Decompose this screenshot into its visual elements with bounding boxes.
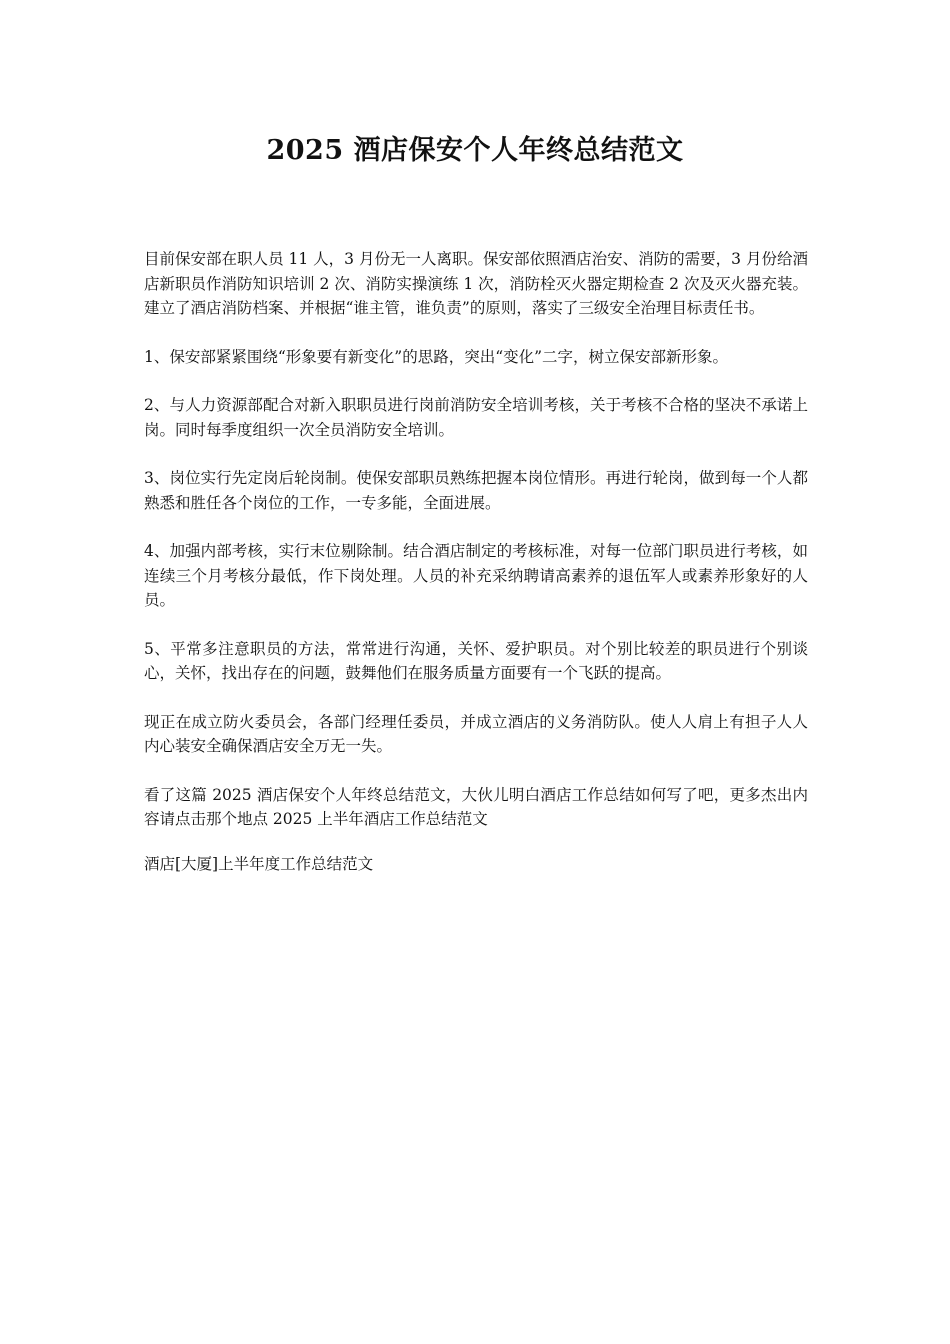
point-4-paragraph: 4、加强内部考核，实行末位剔除制。结合酒店制定的考核标准，对每一位部门职员进行考核，如连续三个月考核分最低，作下岗处理。人员的补充采纳聘请高素养的退伍军人或素养形象好的人员。 [144,542,808,609]
fire-committee-paragraph: 现正在成立防火委员会，各部门经理任委员，并成立酒店的义务消防队。使人人肩上有担子人人内心装安全确保酒店安全万无一失。 [144,712,808,755]
closing-paragraph: 看了这篇 2025 酒店保安个人年终总结范文，大伙儿明白酒店工作总结如何写了吧，更多杰出内容请点击那个地点 2025 上半年酒店工作总结范文 [144,785,808,828]
document-title: 2025 酒店保安个人年终总结范文 [266,135,684,166]
point-1-paragraph: 1、保安部紧紧围绕“形象要有新变化”的思路，突出“变化”二字，树立保安部新形象。 [144,347,729,366]
point-3-paragraph: 3、岗位实行先定岗后轮岗制。使保安部职员熟练把握本岗位情形。再进行轮岗，做到每一个人都熟悉和胜任各个岗位的工作，一专多能，全面进展。 [144,469,808,512]
document-body [144,247,808,900]
point-5-paragraph: 5、平常多注意职员的方法，常常进行沟通，关怀、爱护职员。对个别比较差的职员进行个别谈心，关怀，找出存在的问题，鼓舞他们在服务质量方面要有一个飞跃的提高。 [144,639,808,682]
point-2-paragraph: 2、与人力资源部配合对新入职职员进行岗前消防安全培训考核，关于考核不合格的坚决不承诺上岗。同时每季度组织一次全员消防安全培训。 [144,396,808,439]
intro-paragraph: 目前保安部在职人员 11 人，3 月份无一人离职。保安部依照酒店治安、消防的需要，3 月份给酒店新职员作消防知识培训 2 次、消防实操演练 1 次，消防栓灭火器定期检查 2 次及灭火器充装。建立了酒店消防档案、并根据“谁主管，谁负责”的原则，落实了三级安全治理目标责任书。 [144,250,808,317]
related-article-text: 酒店[大厦]上半年度工作总结范文 [144,854,374,873]
